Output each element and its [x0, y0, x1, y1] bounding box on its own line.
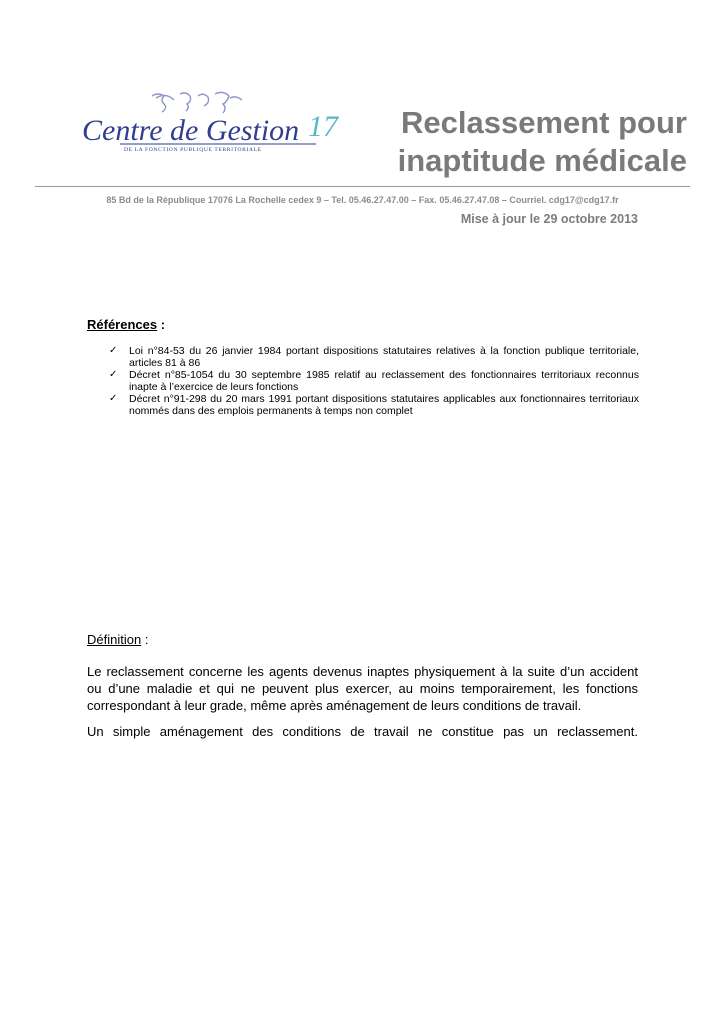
title-line-1: Reclassement pour: [401, 105, 687, 140]
definition-heading-colon: :: [141, 632, 149, 647]
paragraph-line: Le reclassement concerne les agents devenus inaptes physiquement à la suite d’un accident: [87, 664, 638, 679]
definition-heading: [87, 632, 148, 647]
definition-paragraph-1: [87, 663, 638, 714]
checkmark-icon: ✓: [109, 369, 118, 380]
list-item: [109, 345, 639, 369]
reference-text: Loi n°84-53 du 26 janvier 1984 portant dispositions statutaires relatives à la fonction publique territoriale, articles 81 à 86: [129, 345, 639, 369]
page-title: [398, 104, 687, 180]
contact-address: 85 Bd de la République 17076 La Rochelle cedex 9 – Tel. 05.46.27.47.00 – Fax. 05.46.27.47.08 – Courriel. cdg17@cdg17.fr: [106, 195, 619, 205]
header-divider: [35, 186, 690, 187]
reference-text: Décret n°91-298 du 20 mars 1991 portant dispositions statutaires applicables aux fonctionnaires territoriaux nommés dans des emplois permanents à temps non complet: [129, 393, 639, 417]
definition-paragraph-2: Un simple aménagement des conditions de travail ne constitue pas un reclassement.: [87, 724, 638, 739]
references-heading: [87, 317, 165, 332]
logo-number: 17: [308, 110, 338, 143]
paragraph-line: correspondant à leur grade, même après aménagement de leurs conditions de travail.: [87, 698, 582, 713]
cdg17-logo: [80, 88, 350, 168]
faces-graphic: [152, 92, 242, 113]
checkmark-icon: ✓: [109, 345, 118, 356]
logo-script-text: Centre de Gestion: [82, 114, 300, 147]
list-item: [109, 393, 639, 417]
logo-subtitle: DE LA FONCTION PUBLIQUE TERRITORIALE: [124, 147, 262, 153]
references-heading-label: Références: [87, 317, 158, 332]
title-line-2: inaptitude médicale: [397, 143, 687, 178]
update-date: Mise à jour le 29 octobre 2013: [460, 212, 638, 226]
reference-text: Décret n°85-1054 du 30 septembre 1985 relatif au reclassement des fonctionnaires territoriaux reconnus inapte à l’exercice de leurs fonctions: [129, 369, 639, 393]
checkmark-icon: ✓: [109, 393, 118, 404]
paragraph-line: ou d’une maladie et qui ne peuvent plus exercer, au moins temporairement, les fonctions: [87, 681, 638, 696]
list-item: [109, 369, 639, 393]
references-list: [109, 345, 639, 417]
references-heading-colon: :: [157, 317, 166, 332]
definition-heading-label: Définition: [87, 632, 142, 647]
